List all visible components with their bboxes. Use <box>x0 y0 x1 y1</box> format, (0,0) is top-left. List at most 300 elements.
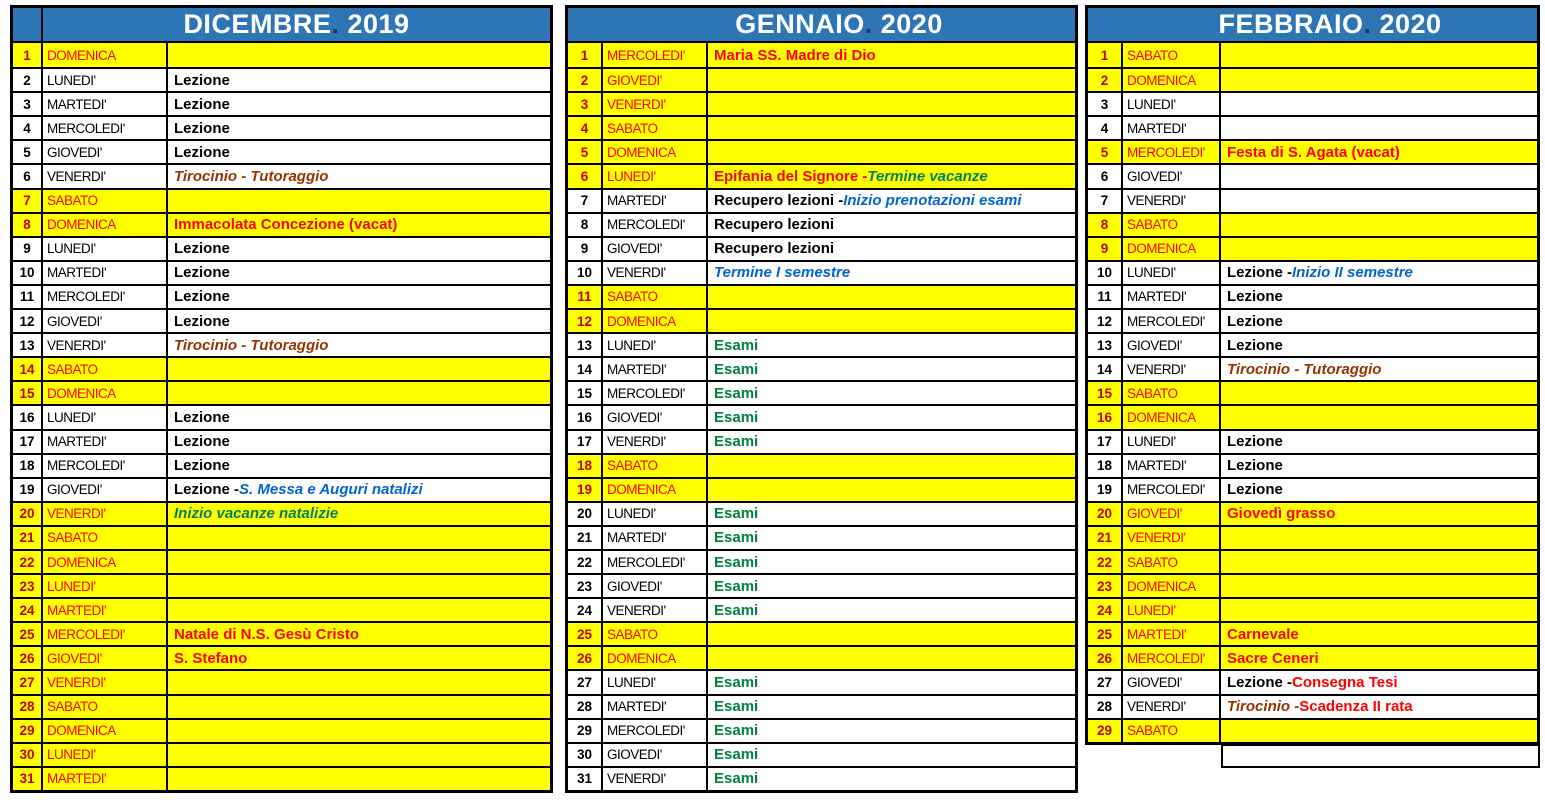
day-name: VENERDI' <box>43 671 168 693</box>
day-number: 27 <box>1088 671 1123 693</box>
day-note <box>708 479 1075 501</box>
note-segment: Tirocinio - Tutoraggio <box>174 336 329 354</box>
day-name: MERCOLEDI' <box>603 43 708 67</box>
day-name: SABATO <box>1123 551 1221 573</box>
day-number: 9 <box>568 238 603 260</box>
day-name: GIOVEDI' <box>1123 671 1221 693</box>
day-note <box>1221 382 1537 404</box>
day-name: LUNEDI' <box>43 69 168 91</box>
day-number: 13 <box>1088 334 1123 356</box>
day-name: LUNEDI' <box>1123 93 1221 115</box>
day-name: MARTEDI' <box>1123 286 1221 308</box>
day-note <box>1221 503 1537 525</box>
day-name: SABATO <box>1123 720 1221 742</box>
day-row <box>13 742 550 766</box>
day-number: 23 <box>13 575 43 597</box>
day-name: VENERDI' <box>43 503 168 525</box>
day-row <box>1088 429 1537 453</box>
month-title <box>603 9 1075 40</box>
day-note <box>168 527 550 549</box>
day-row <box>568 332 1075 356</box>
note-segment: Lezione <box>174 433 230 451</box>
day-number: 4 <box>13 117 43 139</box>
note-segment: Esami <box>714 746 759 764</box>
day-name: MARTEDI' <box>43 262 168 284</box>
day-name: MERCOLEDI' <box>603 214 708 236</box>
note-segment: Esami <box>714 673 759 691</box>
day-row <box>568 501 1075 525</box>
day-number: 4 <box>568 117 603 139</box>
day-name: GIOVEDI' <box>603 575 708 597</box>
day-row <box>1088 525 1537 549</box>
day-note <box>168 575 550 597</box>
day-number: 28 <box>1088 696 1123 718</box>
day-name: LUNEDI' <box>43 406 168 428</box>
day-number: 20 <box>13 503 43 525</box>
day-row <box>568 236 1075 260</box>
month-rows <box>1088 43 1537 742</box>
day-note <box>1221 551 1537 573</box>
empty-trailing-note-cell <box>1221 744 1540 768</box>
day-row <box>1088 67 1537 91</box>
day-number: 27 <box>13 671 43 693</box>
day-name: LUNEDI' <box>43 744 168 766</box>
day-note <box>168 334 550 356</box>
day-number: 6 <box>1088 165 1123 187</box>
day-number: 21 <box>1088 527 1123 549</box>
day-name: GIOVEDI' <box>43 479 168 501</box>
note-segment: Tirocinio - Tutoraggio <box>1227 360 1382 378</box>
day-name: GIOVEDI' <box>1123 334 1221 356</box>
day-note <box>708 310 1075 332</box>
month-name: GENNAIO <box>735 9 865 39</box>
note-segment: Esami <box>714 577 759 595</box>
day-name: DOMENICA <box>603 141 708 163</box>
day-note <box>168 768 550 790</box>
day-row <box>1088 477 1537 501</box>
day-row <box>568 115 1075 139</box>
day-name: LUNEDI' <box>1123 599 1221 621</box>
month-table <box>10 5 553 793</box>
note-segment: Recupero lezioni <box>714 240 835 258</box>
day-name: MARTEDI' <box>1123 455 1221 477</box>
day-row <box>1088 718 1537 742</box>
day-number: 12 <box>13 310 43 332</box>
month-header-number-cell <box>568 8 603 41</box>
day-note <box>168 671 550 693</box>
note-segment: Sacre Ceneri <box>1227 649 1319 667</box>
day-name: DOMENICA <box>43 214 168 236</box>
month-title <box>43 9 550 40</box>
note-segment: Esami <box>714 722 759 740</box>
day-row <box>13 597 550 621</box>
day-name: MARTEDI' <box>1123 117 1221 139</box>
day-note <box>168 141 550 163</box>
day-name: MERCOLEDI' <box>603 382 708 404</box>
day-name: VENERDI' <box>43 334 168 356</box>
day-number: 4 <box>1088 117 1123 139</box>
day-name: VENERDI' <box>603 599 708 621</box>
day-number: 26 <box>1088 647 1123 669</box>
day-note <box>1221 117 1537 139</box>
day-row <box>568 645 1075 669</box>
day-number: 1 <box>13 43 43 67</box>
note-segment: S. Messa e Auguri natalizi <box>239 481 423 499</box>
month-name: FEBBRAIO <box>1218 9 1364 39</box>
day-number: 19 <box>568 479 603 501</box>
day-name: LUNEDI' <box>603 503 708 525</box>
day-name: LUNEDI' <box>603 671 708 693</box>
month-title-dot: . <box>864 9 881 39</box>
day-name: SABATO <box>603 286 708 308</box>
day-number: 26 <box>13 647 43 669</box>
day-name: MERCOLEDI' <box>43 286 168 308</box>
day-number: 6 <box>13 165 43 187</box>
day-name: GIOVEDI' <box>1123 165 1221 187</box>
day-name: MERCOLEDI' <box>1123 647 1221 669</box>
day-row <box>1088 212 1537 236</box>
day-row <box>1088 549 1537 573</box>
note-segment: Recupero lezioni <box>714 216 835 234</box>
day-note <box>168 165 550 187</box>
note-segment: Lezione <box>1227 336 1283 354</box>
day-note <box>168 455 550 477</box>
note-segment: Lezione <box>174 288 230 306</box>
day-row <box>568 212 1075 236</box>
note-segment: Maria SS. Madre di Dio <box>714 46 876 64</box>
day-note <box>708 671 1075 693</box>
day-row <box>1088 501 1537 525</box>
day-row <box>1088 260 1537 284</box>
day-number: 23 <box>1088 575 1123 597</box>
day-row <box>1088 284 1537 308</box>
day-row <box>568 766 1075 790</box>
day-name: SABATO <box>43 358 168 380</box>
day-note <box>168 214 550 236</box>
day-row <box>1088 597 1537 621</box>
day-name: SABATO <box>1123 43 1221 67</box>
day-note <box>168 358 550 380</box>
day-row <box>568 525 1075 549</box>
day-row <box>568 573 1075 597</box>
day-name: DOMENICA <box>1123 69 1221 91</box>
month-year: 2020 <box>880 9 943 39</box>
day-name: MARTEDI' <box>603 190 708 212</box>
day-note <box>708 696 1075 718</box>
note-segment: Esami <box>714 360 759 378</box>
day-number: 29 <box>568 720 603 742</box>
day-row <box>13 549 550 573</box>
note-segment: Tirocinio - Tutoraggio <box>174 168 329 186</box>
day-note <box>708 744 1075 766</box>
day-name: MARTEDI' <box>43 768 168 790</box>
note-segment: Lezione - <box>1227 673 1293 691</box>
note-segment: Esami <box>714 601 759 619</box>
day-row <box>1088 380 1537 404</box>
day-note <box>708 262 1075 284</box>
day-name: GIOVEDI' <box>603 744 708 766</box>
day-number: 16 <box>13 406 43 428</box>
day-note <box>168 93 550 115</box>
day-row <box>1088 163 1537 187</box>
day-name: LUNEDI' <box>43 238 168 260</box>
day-row <box>1088 621 1537 645</box>
month-name: DICEMBRE <box>183 9 332 39</box>
note-segment: Lezione <box>1227 481 1283 499</box>
note-segment: Inizio prenotazioni esami <box>843 192 1022 210</box>
day-name: DOMENICA <box>1123 406 1221 428</box>
day-number: 22 <box>13 551 43 573</box>
day-row <box>568 91 1075 115</box>
day-name: VENERDI' <box>603 93 708 115</box>
day-number: 3 <box>13 93 43 115</box>
day-name: LUNEDI' <box>1123 431 1221 453</box>
day-number: 15 <box>1088 382 1123 404</box>
note-segment: Inizio II semestre <box>1292 264 1413 282</box>
note-segment: Lezione <box>174 71 230 89</box>
day-note <box>1221 141 1537 163</box>
day-number: 14 <box>13 358 43 380</box>
day-number: 14 <box>1088 358 1123 380</box>
day-note <box>168 551 550 573</box>
month-year: 2020 <box>1379 9 1442 39</box>
day-row <box>1088 356 1537 380</box>
day-note <box>1221 334 1537 356</box>
day-name: GIOVEDI' <box>603 69 708 91</box>
day-number: 11 <box>1088 286 1123 308</box>
note-segment: Lezione <box>1227 288 1283 306</box>
day-note <box>708 768 1075 790</box>
day-note <box>168 744 550 766</box>
day-number: 18 <box>13 455 43 477</box>
day-note <box>708 334 1075 356</box>
day-row <box>1088 332 1537 356</box>
day-number: 14 <box>568 358 603 380</box>
day-row <box>13 236 550 260</box>
note-segment: Esami <box>714 770 759 788</box>
day-name: DOMENICA <box>1123 238 1221 260</box>
day-note <box>708 720 1075 742</box>
day-number: 20 <box>1088 503 1123 525</box>
day-row <box>568 308 1075 332</box>
day-number: 15 <box>13 382 43 404</box>
note-segment: Scadenza II rata <box>1299 698 1413 716</box>
day-row <box>13 621 550 645</box>
day-name: DOMENICA <box>43 551 168 573</box>
note-segment: Natale di N.S. Gesù Cristo <box>174 625 360 643</box>
day-row <box>568 284 1075 308</box>
day-name: MARTEDI' <box>43 93 168 115</box>
day-number: 12 <box>568 310 603 332</box>
day-row <box>13 91 550 115</box>
day-row <box>1088 645 1537 669</box>
day-number: 17 <box>13 431 43 453</box>
day-name: GIOVEDI' <box>603 238 708 260</box>
note-segment: Lezione <box>174 264 230 282</box>
day-name: MERCOLEDI' <box>1123 310 1221 332</box>
day-row <box>1088 115 1537 139</box>
day-row <box>1088 453 1537 477</box>
day-note <box>708 286 1075 308</box>
day-number: 1 <box>568 43 603 67</box>
note-segment: Lezione - <box>1227 264 1293 282</box>
day-row <box>1088 573 1537 597</box>
day-note <box>168 190 550 212</box>
day-row <box>13 718 550 742</box>
day-row <box>13 429 550 453</box>
day-name: SABATO <box>603 455 708 477</box>
note-segment: Esami <box>714 384 759 402</box>
day-number: 9 <box>1088 238 1123 260</box>
day-row <box>1088 236 1537 260</box>
day-name: MARTEDI' <box>603 527 708 549</box>
day-note <box>168 406 550 428</box>
day-number: 28 <box>13 696 43 718</box>
note-segment: Festa di S. Agata (vacat) <box>1227 143 1400 161</box>
month-title-dot: . <box>1363 9 1380 39</box>
day-name: GIOVEDI' <box>1123 503 1221 525</box>
day-note <box>1221 214 1537 236</box>
day-note <box>1221 623 1537 645</box>
day-note <box>1221 358 1537 380</box>
day-row <box>13 573 550 597</box>
day-row <box>13 525 550 549</box>
day-number: 25 <box>1088 623 1123 645</box>
day-note <box>1221 599 1537 621</box>
day-note <box>708 575 1075 597</box>
day-note <box>1221 165 1537 187</box>
day-number: 23 <box>568 575 603 597</box>
month-table <box>1085 5 1540 745</box>
month-rows <box>568 43 1075 790</box>
day-row <box>13 645 550 669</box>
day-note <box>168 117 550 139</box>
day-number: 24 <box>13 599 43 621</box>
day-name: SABATO <box>43 696 168 718</box>
day-number: 16 <box>1088 406 1123 428</box>
day-name: VENERDI' <box>603 768 708 790</box>
note-segment: Lezione - <box>174 481 240 499</box>
note-segment: Carnevale <box>1227 625 1299 643</box>
day-number: 21 <box>13 527 43 549</box>
note-segment: Esami <box>714 698 759 716</box>
day-name: DOMENICA <box>1123 575 1221 597</box>
day-number: 9 <box>13 238 43 260</box>
day-number: 5 <box>1088 141 1123 163</box>
day-number: 2 <box>13 69 43 91</box>
day-name: MARTEDI' <box>43 431 168 453</box>
day-row <box>13 67 550 91</box>
day-note <box>168 286 550 308</box>
day-row <box>13 43 550 67</box>
day-number: 16 <box>568 406 603 428</box>
day-name: GIOVEDI' <box>43 310 168 332</box>
day-name: SABATO <box>43 190 168 212</box>
note-segment: Esami <box>714 505 759 523</box>
day-row <box>13 260 550 284</box>
month-table <box>565 5 1078 793</box>
day-row <box>568 404 1075 428</box>
day-row <box>1088 404 1537 428</box>
day-number: 19 <box>13 479 43 501</box>
day-name: VENERDI' <box>1123 358 1221 380</box>
note-segment: Esami <box>714 529 759 547</box>
day-number: 11 <box>568 286 603 308</box>
day-number: 10 <box>13 262 43 284</box>
note-segment: Immacolata Concezione (vacat) <box>174 216 398 234</box>
day-name: MERCOLEDI' <box>1123 479 1221 501</box>
day-note <box>1221 310 1537 332</box>
day-note <box>1221 69 1537 91</box>
day-number: 3 <box>568 93 603 115</box>
day-row <box>568 718 1075 742</box>
note-segment: Lezione <box>1227 433 1283 451</box>
day-row <box>13 669 550 693</box>
day-row <box>13 188 550 212</box>
note-segment: S. Stefano <box>174 649 248 667</box>
day-note <box>1221 696 1537 718</box>
day-row <box>13 453 550 477</box>
day-note <box>168 382 550 404</box>
day-note <box>168 479 550 501</box>
day-number: 18 <box>1088 455 1123 477</box>
day-row <box>568 380 1075 404</box>
day-number: 26 <box>568 647 603 669</box>
month-header <box>568 8 1075 43</box>
day-note <box>708 599 1075 621</box>
day-note <box>1221 479 1537 501</box>
day-name: VENERDI' <box>603 262 708 284</box>
day-row <box>1088 308 1537 332</box>
day-note <box>708 358 1075 380</box>
day-note <box>708 382 1075 404</box>
day-note <box>168 503 550 525</box>
day-name: GIOVEDI' <box>603 406 708 428</box>
day-row <box>568 163 1075 187</box>
day-note <box>708 238 1075 260</box>
day-row <box>13 356 550 380</box>
day-number: 24 <box>1088 599 1123 621</box>
day-name: SABATO <box>1123 382 1221 404</box>
day-row <box>568 549 1075 573</box>
day-note <box>168 623 550 645</box>
day-note <box>1221 43 1537 67</box>
day-note <box>708 406 1075 428</box>
note-segment: Lezione <box>1227 457 1283 475</box>
day-number: 15 <box>568 382 603 404</box>
note-segment: Termine vacanze <box>867 168 988 186</box>
day-name: VENERDI' <box>1123 527 1221 549</box>
day-note <box>1221 93 1537 115</box>
day-row <box>568 453 1075 477</box>
day-number: 13 <box>568 334 603 356</box>
note-segment: Lezione <box>174 408 230 426</box>
day-row <box>568 188 1075 212</box>
note-segment: Esami <box>714 408 759 426</box>
day-note <box>1221 720 1537 742</box>
day-row <box>13 477 550 501</box>
day-name: MARTEDI' <box>43 599 168 621</box>
day-row <box>13 308 550 332</box>
day-name: LUNEDI' <box>43 575 168 597</box>
day-name: MERCOLEDI' <box>43 455 168 477</box>
note-segment: Esami <box>714 433 759 451</box>
day-name: MERCOLEDI' <box>1123 141 1221 163</box>
day-name: GIOVEDI' <box>43 647 168 669</box>
note-segment: Giovedì grasso <box>1227 505 1336 523</box>
day-row <box>568 43 1075 67</box>
month-header <box>1088 8 1537 43</box>
